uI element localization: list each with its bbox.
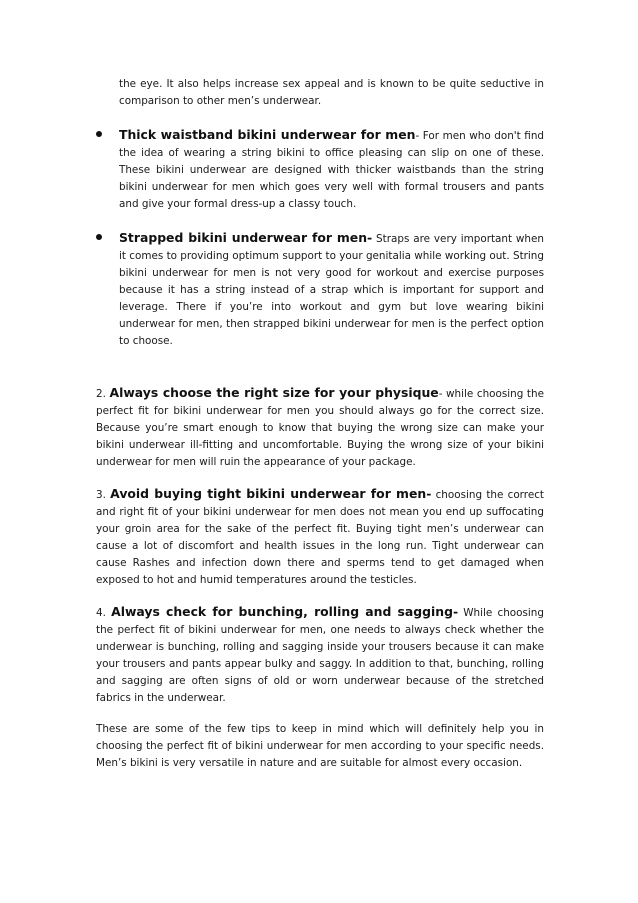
bullet-heading: Thick waistband bikini underwear for men	[119, 127, 416, 142]
document-body	[96, 76, 544, 772]
section-paragraph	[96, 603, 544, 707]
bullet-heading: Strapped bikini underwear for men-	[119, 230, 373, 245]
bullet-item	[96, 126, 544, 213]
section-body: choosing the correct and right fit of your bikini underwear for men does not mean you end up suffocating your groin area for the sake of the perfect fit. Buying tight men’s underwear can cause a lot of discomfort and health issues in the long run. Tight underwear can cause Rashes and infection down there and sperms tend to get damaged when exposed to hot and humid temperatures around the testicles.	[96, 489, 544, 586]
section-heading: Avoid buying tight bikini underwear for men-	[110, 486, 432, 501]
section-heading: Always choose the right size for your physique	[109, 385, 439, 400]
bullet-icon	[96, 234, 102, 240]
section-number: 2.	[96, 388, 106, 400]
bullet-body: Straps are very important when it comes to providing optimum support to your genitalia while working out. String bikini underwear for men is not very good for workout and exercise purposes because it has a string instead of a strap which is important for support and leverage. There if you’re into workout and gym but love wearing bikini underwear for men, then strapped bikini underwear for men is the perfect option to choose.	[119, 233, 544, 347]
section-body: - while choosing the perfect fit for bikini underwear for men you should always go for the correct size. Because you’re smart enough to know that buying the wrong size can make your bikini underwear ill-fitting and uncomfortable. Buying the wrong size of your bikini underwear for men will ruin the appearance of your package.	[96, 388, 544, 468]
section-number: 4.	[96, 607, 106, 619]
section-heading: Always check for bunching, rolling and sagging-	[111, 604, 459, 619]
section-body: While choosing the perfect fit of bikini underwear for men, one needs to always check whether the underwear is bunching, rolling and sagging inside your trousers because it can make your trousers and pants appear bulky and saggy. In addition to that, bunching, rolling and sagging are often signs of old or worn underwear because of the stretched fabrics in the underwear.	[96, 607, 544, 704]
section-paragraph	[96, 485, 544, 589]
closing-paragraph: These are some of the few tips to keep in mind which will definitely help you in choosing the perfect fit of bikini underwear for men according to your specific needs. Men’s bikini is very versatile in nature and are suitable for almost every occasion.	[96, 723, 544, 769]
bullet-icon	[96, 131, 102, 137]
bullet-body: - For men who don't find the idea of wearing a string bikini to office pleasing can slip on one of these. These bikini underwear are designed with thicker waistbands than the string bikini underwear for men which goes very well with formal trousers and pants and give your formal dress-up a classy touch.	[119, 130, 545, 210]
section-paragraph	[96, 384, 544, 471]
intro-continuation: the eye. It also helps increase sex appeal and is known to be quite seductive in comparison to other men’s underwear.	[119, 78, 544, 107]
bullet-item	[96, 229, 544, 350]
section-number: 3.	[96, 489, 106, 501]
